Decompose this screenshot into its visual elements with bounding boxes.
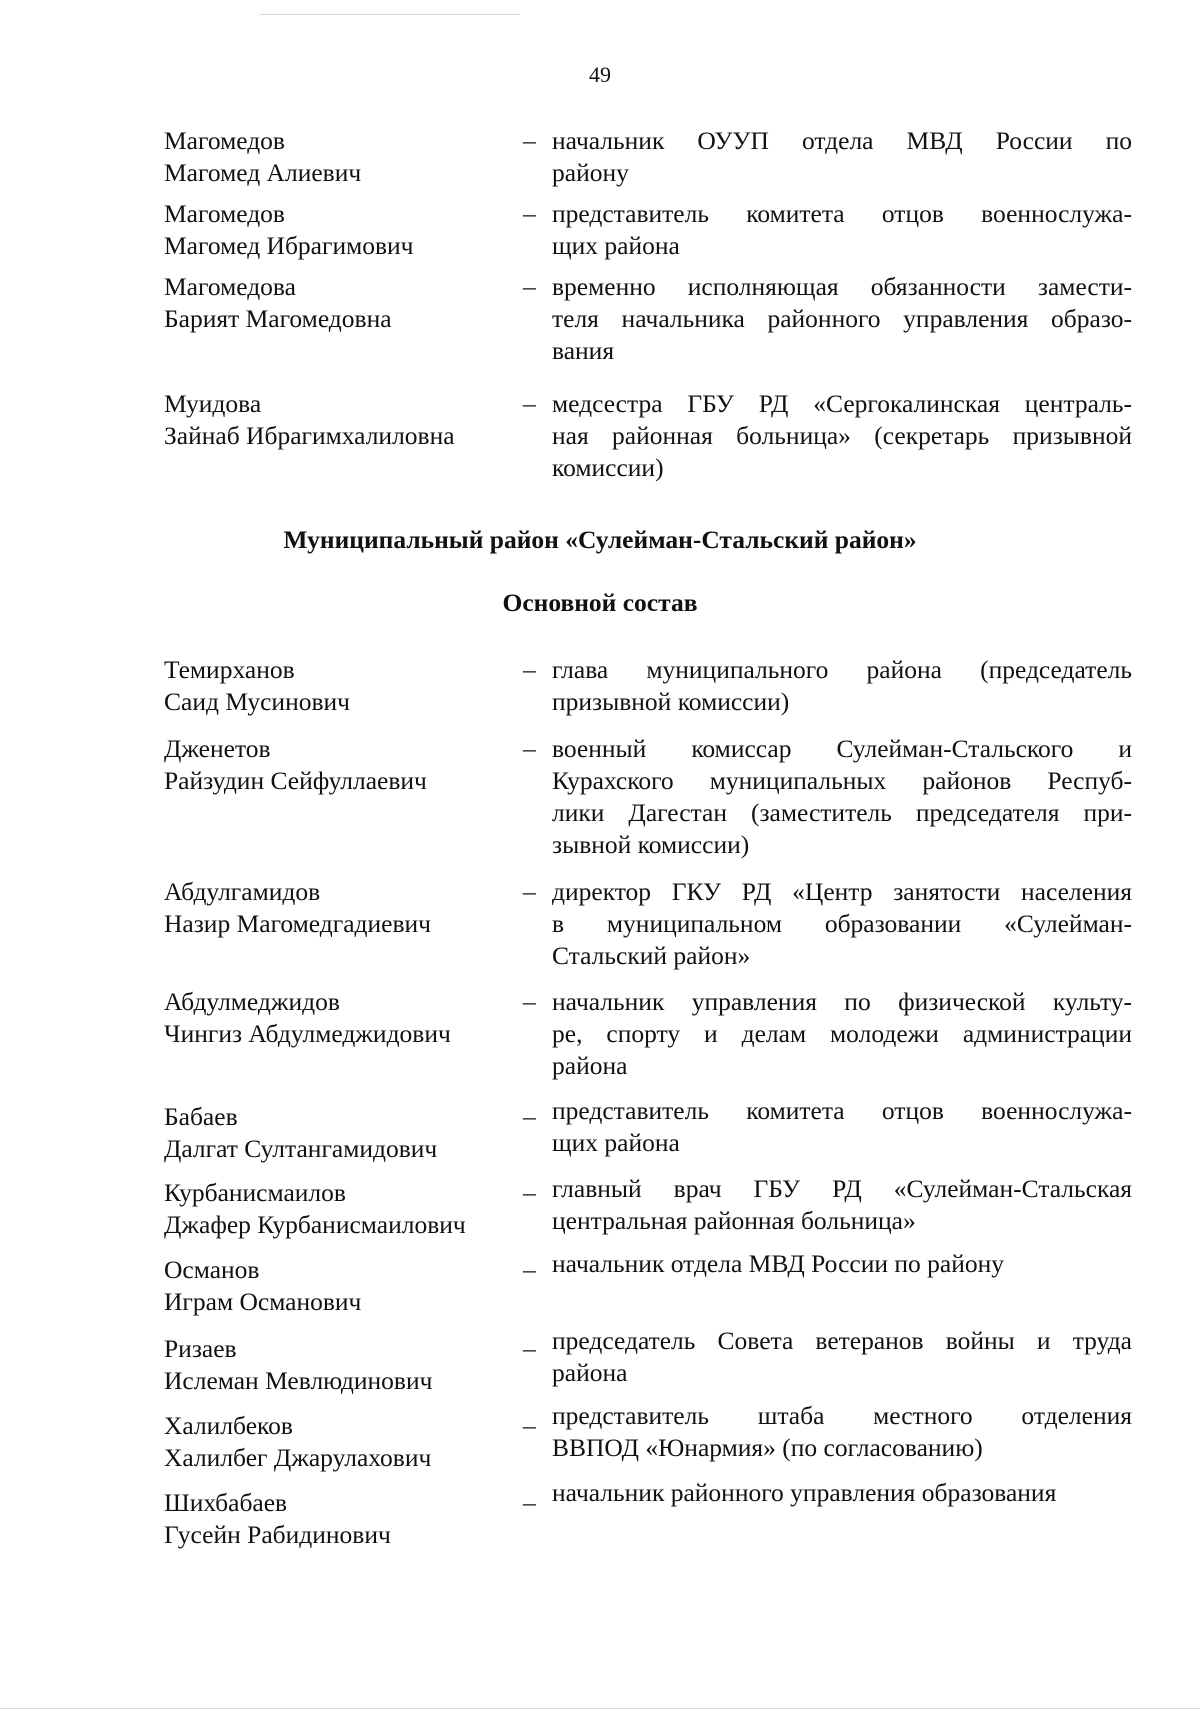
dash: –: [523, 987, 536, 1016]
given-name: Играм Османович: [164, 1287, 362, 1316]
given-name: Саид Мусинович: [164, 687, 350, 716]
dash: –: [523, 1334, 536, 1363]
scan-edge-top: [260, 14, 520, 15]
person-name: [164, 125, 514, 189]
surname: Бабаев: [164, 1102, 238, 1131]
dash: –: [523, 655, 536, 684]
surname: Магомедова: [164, 272, 296, 301]
given-name: Зайнаб Ибрагимхалиловна: [164, 421, 455, 450]
role-line: щих района: [552, 1128, 680, 1157]
given-name: Барият Магомедовна: [164, 304, 392, 333]
position-description: [552, 388, 1132, 484]
person-name: [164, 1101, 514, 1165]
role-line: щих района: [552, 231, 680, 260]
given-name: Назир Магомедгадиевич: [164, 909, 431, 938]
role-line: зывной комиссии): [552, 830, 750, 859]
page-number: 49: [589, 62, 611, 87]
surname: Ризаев: [164, 1334, 237, 1363]
role-line: представитель комитета отцов военнослужа-: [552, 1096, 1132, 1125]
person-name: [164, 733, 514, 797]
surname: Дженетов: [164, 734, 271, 763]
person-name: [164, 1410, 514, 1474]
dash: –: [523, 1102, 536, 1131]
person-name: [164, 198, 514, 262]
role-line: комиссии): [552, 453, 664, 482]
scan-edge-bottom: [0, 1708, 1200, 1709]
position-description: [552, 1173, 1132, 1237]
person-name: [164, 388, 514, 452]
given-name: Чингиз Абдулмеджидович: [164, 1019, 451, 1048]
role-line: теля начальника районного управления образо-: [552, 304, 1132, 333]
surname: Абдулмеджидов: [164, 987, 340, 1016]
given-name: Гусейн Рабидинович: [164, 1520, 391, 1549]
role-line: председатель Совета ветеранов войны и труда: [552, 1326, 1132, 1355]
surname: Халилбеков: [164, 1411, 293, 1440]
dash: –: [523, 1178, 536, 1207]
role-line: ная районная больница» (секретарь призывной: [552, 421, 1132, 450]
position-description: [552, 876, 1132, 972]
given-name: Магомед Алиевич: [164, 158, 362, 187]
position-description: [552, 1325, 1132, 1389]
dash: –: [523, 272, 536, 301]
surname: Муидова: [164, 389, 262, 418]
position-description: [552, 198, 1132, 262]
role-line: представитель комитета отцов военнослужа-: [552, 199, 1132, 228]
person-name: [164, 1487, 514, 1551]
role-line: главный врач ГБУ РД «Сулейман-Стальская: [552, 1174, 1132, 1203]
surname: Магомедов: [164, 199, 285, 228]
section-heading: Муниципальный район «Сулейман-Стальский район»: [283, 525, 917, 554]
given-name: Далгат Султангамидович: [164, 1134, 438, 1163]
given-name: Халилбег Джарулахович: [164, 1443, 432, 1472]
person-name: [164, 654, 514, 718]
position-description: [552, 1095, 1132, 1159]
role-line: начальник отдела МВД России по району: [552, 1249, 1005, 1278]
role-line: району: [552, 158, 629, 187]
position-description: [552, 733, 1132, 861]
role-line: лики Дагестан (заместитель председателя при-: [552, 798, 1132, 827]
role-line: в муниципальном образовании «Сулейман-: [552, 909, 1132, 938]
surname: Темирханов: [164, 655, 295, 684]
dash: –: [523, 734, 536, 763]
role-line: вания: [552, 336, 615, 365]
given-name: Райзудин Сейфуллаевич: [164, 766, 427, 795]
position-description: [552, 271, 1132, 367]
position-description: [552, 125, 1132, 189]
given-name: Джафер Курбанисмаилович: [164, 1210, 466, 1239]
position-description: [552, 1248, 1132, 1280]
position-description: [552, 1477, 1132, 1509]
person-name: [164, 271, 514, 335]
given-name: Ислеман Мевлюдинович: [164, 1366, 433, 1395]
role-line: начальник районного управления образования: [552, 1478, 1057, 1507]
role-line: начальник ОУУП отдела МВД России по: [552, 126, 1132, 155]
role-line: глава муниципального района (председатель: [552, 655, 1132, 684]
position-description: [552, 654, 1132, 718]
role-line: центральная районная больница»: [552, 1206, 916, 1235]
person-name: [164, 1254, 514, 1318]
person-name: [164, 876, 514, 940]
role-line: ВВПОД «Юнармия» (по согласованию): [552, 1433, 983, 1462]
surname: Магомедов: [164, 126, 285, 155]
position-description: [552, 1400, 1132, 1464]
role-line: медсестра ГБУ РД «Сергокалинская централь-: [552, 389, 1132, 418]
role-line: ре, спорту и делам молодежи администрации: [552, 1019, 1132, 1048]
role-line: военный комиссар Сулейман-Стальского и: [552, 734, 1132, 763]
person-name: [164, 1333, 514, 1397]
person-name: [164, 1177, 514, 1241]
surname: Османов: [164, 1255, 260, 1284]
role-line: района: [552, 1358, 628, 1387]
role-line: временно исполняющая обязанности замести-: [552, 272, 1132, 301]
given-name: Магомед Ибрагимович: [164, 231, 414, 260]
dash: –: [523, 877, 536, 906]
role-line: района: [552, 1051, 628, 1080]
role-line: директор ГКУ РД «Центр занятости населения: [552, 877, 1132, 906]
role-line: призывной комиссии): [552, 687, 790, 716]
subsection-heading: Основной состав: [502, 588, 698, 617]
dash: –: [523, 1411, 536, 1440]
surname: Абдулгамидов: [164, 877, 321, 906]
dash: –: [523, 1255, 536, 1284]
role-line: Курахского муниципальных районов Респуб-: [552, 766, 1132, 795]
dash: –: [523, 199, 536, 228]
dash: –: [523, 389, 536, 418]
role-line: Стальский район»: [552, 941, 751, 970]
role-line: начальник управления по физической культу-: [552, 987, 1132, 1016]
role-line: представитель штаба местного отделения: [552, 1401, 1132, 1430]
dash: –: [523, 1488, 536, 1517]
position-description: [552, 986, 1132, 1082]
surname: Курбанисмаилов: [164, 1178, 346, 1207]
surname: Шихбабаев: [164, 1488, 288, 1517]
dash: –: [523, 126, 536, 155]
person-name: [164, 986, 514, 1050]
